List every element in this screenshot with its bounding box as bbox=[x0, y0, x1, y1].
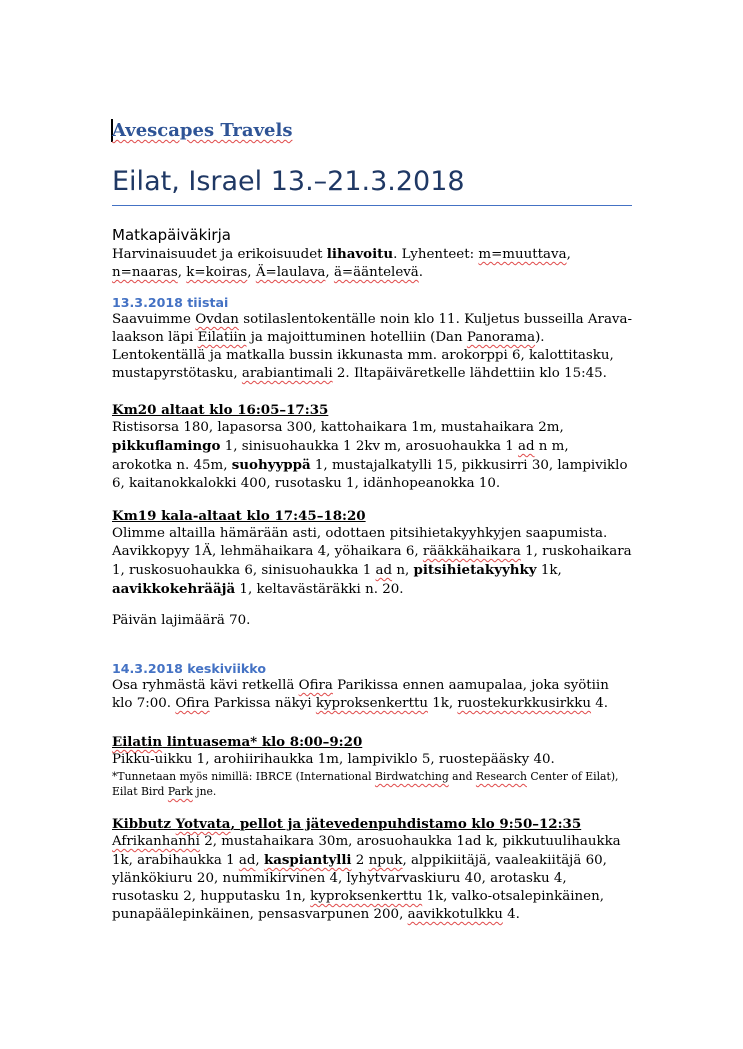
day-1-total: Päivän lajimäärä 70. bbox=[112, 613, 251, 628]
site-heading: Kibbutz Yotvata, pellot ja jätevedenpuhdistamo klo 9:50–12:35 bbox=[112, 816, 582, 832]
site-eilat-birding bbox=[112, 733, 632, 799]
site-text: Ristisorsa 180, lapasorsa 300, kattohaikara 1m, mustahaikara 2m, pikkuflamingo 1, sinisuohaukka 1 2kv m, arosuohaukka 1 ad n m, arokotka n. 45m, suohyyppä 1, mustajalkatylli 15, pikkusirri 30, lampiviklo 6, kaitanokkalokki 400, rusotasku 1, idänhopeanokka 10. bbox=[112, 420, 628, 491]
site-heading: Km20 altaat klo 16:05–17:35 bbox=[112, 402, 329, 418]
site-text: Afrikanhanhi 2, mustahaikara 30m, arosuohaukka 1ad k, pikkutuulihaukka 1k, arabihaukka 1 ad, kaspiantylli 2 npuk, alppikiitäjä, vaaleakiitäjä 60, ylänkökiuru 20, nummikirvinen 4, lyhytvarvaskiuru 40, arotasku 4, rusotasku 2, hupputasku 1n, kyproksenkerttu 1k, valko-otsalepinkäinen, punapäälepinkäinen, pensasvarpunen 200, aavikkotulkku 4. bbox=[112, 834, 621, 922]
footnote: *Tunnetaan myös nimillä: IBRCE (International Birdwatching and Research Center of Eilat), Eilat Bird Park jne. bbox=[112, 770, 619, 798]
intro-block bbox=[112, 226, 632, 282]
day-intro: Osa ryhmästä kävi retkellä Ofira Parikissa ennen aamupalaa, joka syötiin klo 7:00. Ofira Parkissa näkyi kyproksenkerttu 1k, ruostekurkkusirkku 4. bbox=[112, 678, 609, 711]
intro-text: Harvinaisuudet ja erikoisuudet lihavoitu. Lyhenteet: m=muuttava, n=naaras, k=koiras, Ä=laulava, ä=ääntelevä. bbox=[112, 246, 571, 280]
title-rule bbox=[112, 205, 632, 206]
day-2 bbox=[112, 660, 632, 713]
subtitle: Matkapäiväkirja bbox=[112, 226, 231, 244]
site-km20 bbox=[112, 401, 632, 493]
site-text: Pikku-uikku 1, arohiirihaukka 1m, lampiviklo 5, ruostepääsky 40. bbox=[112, 752, 555, 767]
site-yotvata bbox=[112, 815, 632, 924]
site-km19 bbox=[112, 507, 632, 599]
day-heading: 13.3.2018 tiistai bbox=[112, 295, 229, 310]
day-heading: 14.3.2018 keskiviikko bbox=[112, 661, 266, 676]
site-heading: Km19 kala-altaat klo 17:45–18:20 bbox=[112, 508, 366, 524]
day-1 bbox=[112, 294, 632, 383]
day-intro: Saavuimme Ovdan sotilaslentokentälle noin klo 11. Kuljetus busseilla Arava-laakson läpi Eilatiin ja majoittuminen hotelliin (Dan Panorama). Lentokentällä ja matkalla bussin ikkunasta mm. arokorppi 6, kalottitasku, mustapyrstötasku, arabiantimali 2. Iltapäiväretkelle lähdettiin klo 15:45. bbox=[112, 312, 632, 381]
document-title: Eilat, Israel 13.–21.3.2018 bbox=[112, 166, 465, 197]
site-text: Olimme altailla hämärään asti, odottaen pitsihietakyyhkyjen saapumista. Aavikkopyy 1Ä, lehmähaikara 4, yöhaikara 6, rääkkähaikara 1, ruskohaikara 1, ruskosuohaukka 6, sinisuohaukka 1 ad n, pitsihietakyyhky 1k, aavikkokehrääjä 1, keltavästäräkki n. 20. bbox=[112, 526, 632, 597]
brand-heading: Avescapes Travels bbox=[112, 120, 293, 141]
site-heading: Eilatin lintuasema* klo 8:00–9:20 bbox=[112, 734, 363, 750]
